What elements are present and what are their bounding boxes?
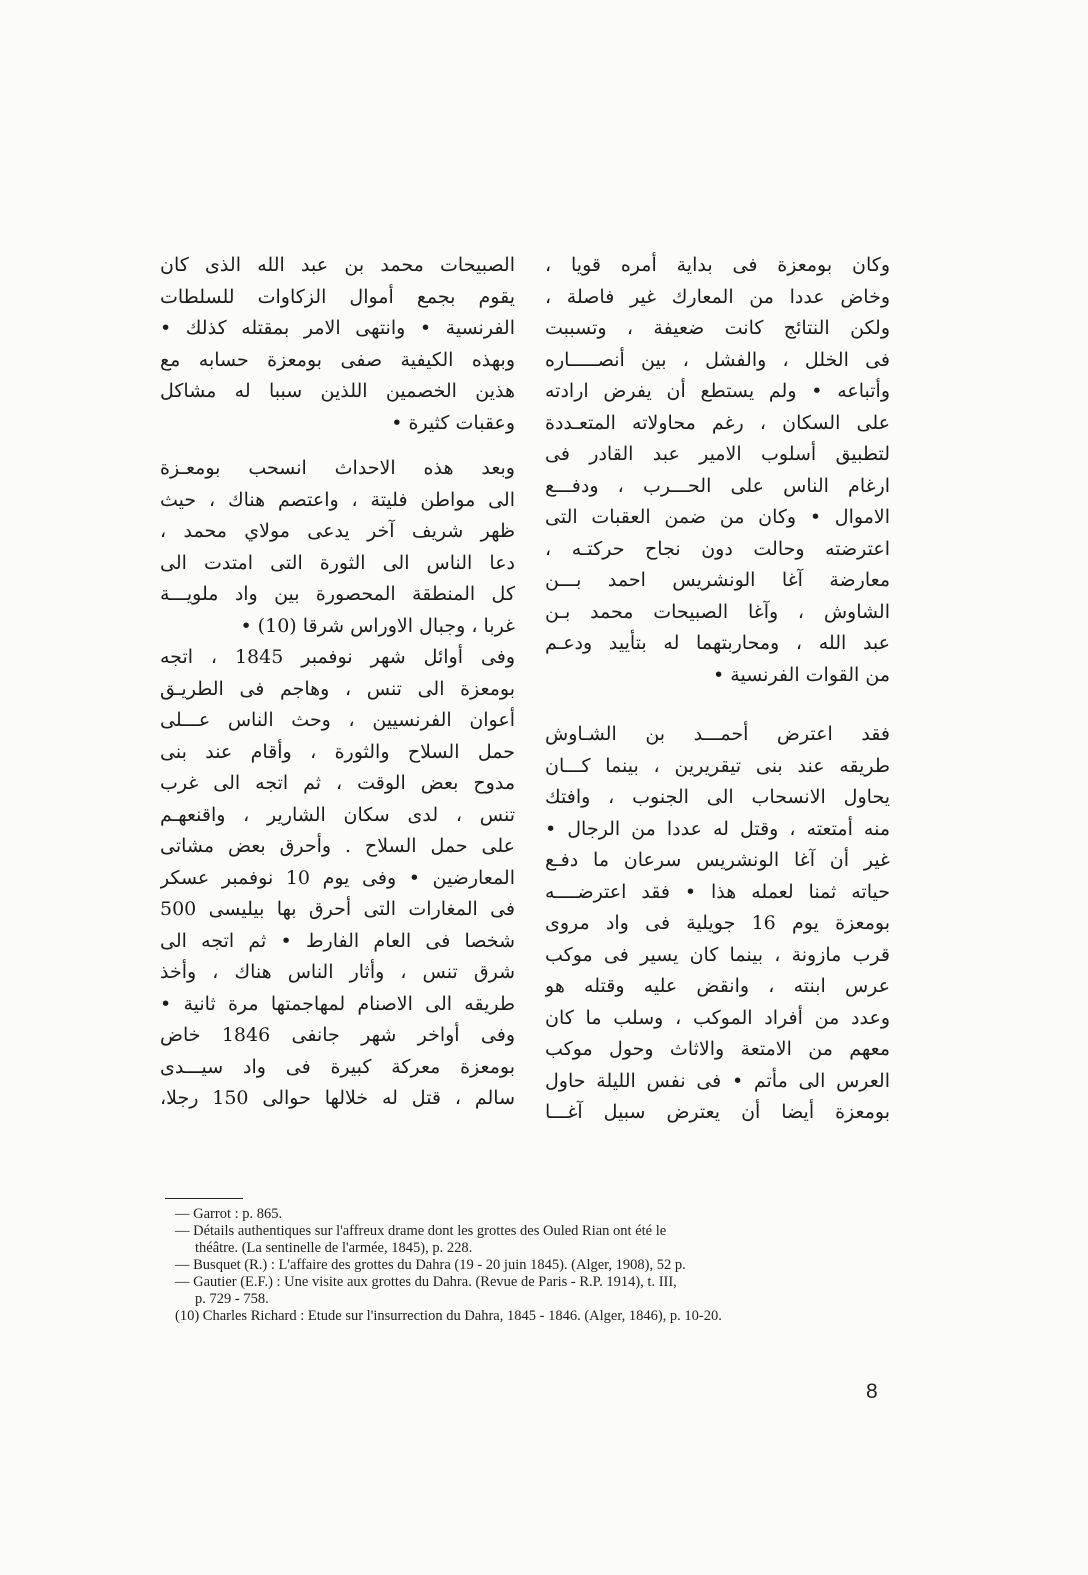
paragraph: [160, 453, 515, 642]
text-line: فى المغارات التى أحرق بها بيليسى 500: [160, 898, 515, 920]
text-line: منه أمتعته ، وقتل له عددا من الرجال •: [545, 817, 890, 840]
text-line: كل المنطقة المحصورة بين واد ملويـــة: [160, 583, 515, 605]
paragraph: [545, 719, 890, 1129]
text-line: أعوان الفرنسيين ، وحث الناس عـــلى: [160, 709, 515, 731]
text-line: معارضة آغا الونشريس احمد بـــن: [545, 569, 890, 591]
footnote-separator: [165, 1198, 243, 1199]
text-line: الصبيحات محمد بن عبد الله الذى كان: [160, 254, 515, 276]
text-line: يحاول الانسحاب الى الجنوب ، وافتك: [545, 786, 890, 808]
text-line: طريقه الى الاصنام لمهاجمتها مرة ثانية •: [160, 992, 515, 1015]
paragraph-gap: [545, 691, 890, 719]
text-line: ارغام الناس على الحـــرب ، ودفـــع: [545, 474, 890, 497]
text-line: طريقه عند بنى تيقريرين ، بينما كـــان: [545, 754, 890, 777]
text-line: وعدد من أفراد الموكب ، وسلب ما كان: [545, 1006, 890, 1029]
paragraph: [160, 250, 515, 439]
text-line: وفى أواخر شهر جانفى 1846 خاض: [160, 1024, 515, 1046]
text-line: الى مواطن فليتة ، واعتصم هناك ، حيث: [160, 488, 515, 511]
text-line: من القوات الفرنسية •: [713, 663, 890, 686]
text-line: فى الخلل ، والفشل ، بين أنصـــــاره: [545, 348, 890, 371]
text-line: الفرنسية • وانتهى الامر بمقتله كذلك •: [160, 317, 515, 339]
text-column-left: [160, 250, 515, 1115]
text-line: قرب مازونة ، بينما كان يسير فى موكب: [545, 943, 890, 966]
footnote: — Busquet (R.) : L'affaire des grottes du Dahra (19 - 20 juin 1845). (Alger, 1908), 52 p.: [175, 1257, 686, 1273]
text-line: شخصا فى العام الفارط • ثم اتجه الى: [160, 929, 515, 952]
text-line: فقد اعترض أحمـــد بن الشـاوش: [545, 723, 890, 745]
text-line: يقوم بجمع أموال الزكاوات للسلطات: [160, 285, 515, 308]
text-line: حياته ثمنا لعمله هذا • فقد اعترضــــه: [545, 880, 890, 903]
text-line: وكان بومعزة فى بداية أمره قويا ،: [545, 254, 890, 276]
text-line: عرس ابنته ، وانقض عليه وقتله هو: [545, 975, 890, 997]
text-line: وبهذه الكيفية صفى بومعزة حسابه مع: [160, 348, 515, 371]
text-line: ظهر شريف آخر يدعى مولاي محمد ،: [160, 520, 515, 542]
text-line: سالم ، قتل له خلالها حوالى 150 رجلا،: [160, 1087, 515, 1109]
text-line: على حمل السلاح . وأحرق بعض مشاتى: [160, 835, 515, 857]
footnotes: [175, 1206, 890, 1325]
text-line: اعترضته وحالت دون نجاح حركتـه ،: [545, 537, 890, 560]
text-column-right: [545, 250, 890, 1129]
text-line: الشاوش ، وآغا الصبيحات محمد بـن: [545, 600, 890, 623]
text-line: بومعزة يوم 16 جويلية فى واد مروى: [545, 912, 890, 934]
text-line: لتطبيق أسلوب الامير عبد القادر فى: [545, 443, 890, 465]
text-line: ولكن النتائج كانت ضعيفة ، وتسببت: [545, 317, 890, 339]
text-line: الاموال • وكان من ضمن العقبات التى: [545, 506, 890, 528]
text-line: تنس ، لدى سكان الشارير ، واقنعهـم: [160, 803, 515, 826]
text-line: غير أن آغا الونشريس سرعان ما دفـع: [545, 849, 890, 871]
text-line: على السكان ، رغم محاولاته المتعـددة: [545, 411, 890, 434]
text-line: عبد الله ، ومحاربتهما له بتأييد ودعـم: [545, 632, 890, 654]
footnote: p. 729 - 758.: [195, 1291, 269, 1307]
page-number: 8: [866, 1380, 878, 1403]
text-line: هذين الخصمين اللذين سببا له مشاكل: [160, 380, 515, 402]
text-line: غربا ، وجبال الاوراس شرقا (10) •: [240, 614, 515, 637]
text-line: شرق تنس ، وأثار الناس هناك ، وأخذ: [160, 961, 515, 983]
footnote: — Garrot : p. 865.: [175, 1206, 283, 1222]
text-line: بومعزة معركة كبيرة فى واد سيـــدى: [160, 1055, 515, 1078]
footnote: théâtre. (La sentinelle de l'armée, 1845), p. 228.: [195, 1240, 473, 1256]
text-line: العرس الى مأتم • فى نفس الليلة حاول: [545, 1069, 890, 1092]
text-line: حمل السلاح والثورة ، وأقام عند بنى: [160, 740, 515, 763]
text-line: دعا الناس الى الثورة التى امتدت الى: [160, 551, 515, 574]
paragraph: [545, 250, 890, 691]
paragraph: [160, 642, 515, 1115]
footnote: — Détails authentiques sur l'affreux drame dont les grottes des Ouled Rian ont été le: [175, 1223, 667, 1239]
paragraph-gap: [160, 439, 515, 453]
text-line: بومعزة أيضا أن يعترض سبيل آغـــا: [545, 1101, 890, 1123]
text-line: بومعزة الى تنس ، وهاجم فى الطريـق: [160, 677, 515, 700]
text-line: وبعد هذه الاحداث انسحب بومعـزة: [160, 457, 515, 479]
text-line: المعارضين • وفى يوم 10 نوفمبر عسكر: [160, 866, 515, 889]
text-line: وأتباعه • ولم يستطع أن يفرض ارادته: [545, 380, 890, 402]
footnote: (10) Charles Richard : Etude sur l'insurrection du Dahra, 1845 - 1846. (Alger, 1846), p. 10-20.: [175, 1308, 722, 1324]
text-line: وفى أوائل شهر نوفمبر 1845 ، اتجه: [160, 646, 515, 668]
text-line: مدوح بعض الوقت ، ثم اتجه الى غرب: [160, 772, 515, 794]
text-line: وعقبات كثيرة •: [391, 411, 515, 434]
footnote: — Gautier (E.F.) : Une visite aux grottes du Dahra. (Revue de Paris - R.P. 1914), t. III,: [175, 1274, 677, 1290]
text-line: معهم من الامتعة والاثاث وحول موكب: [545, 1038, 890, 1060]
text-line: وخاض عددا من المعارك غير فاصلة ،: [545, 285, 890, 308]
